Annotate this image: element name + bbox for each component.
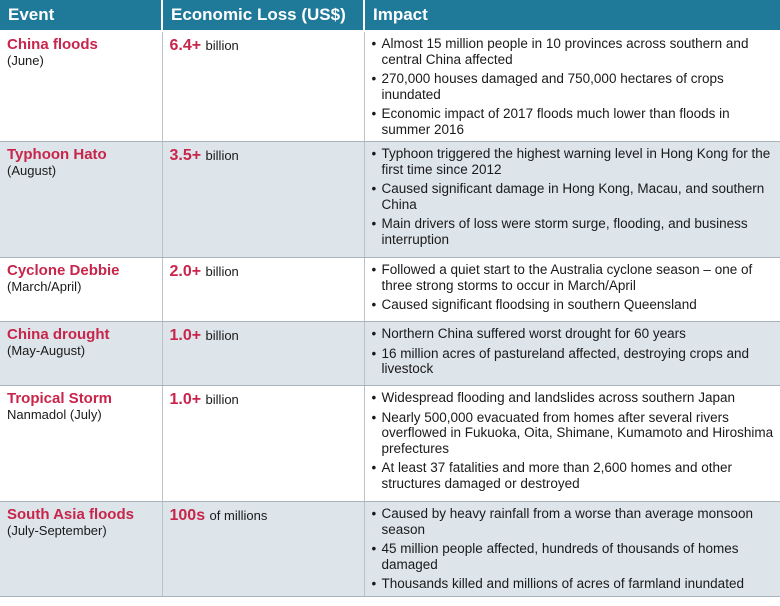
impact-item: • Nearly 500,000 evacuated from homes after several rivers overflowed in Fukuoka, Oita, Shimane, Kumamoto and Hiroshima prefectures — [372, 410, 777, 457]
event-date: (August) — [7, 163, 57, 178]
event-name: South Asia floods — [7, 506, 134, 523]
impact-cell — [364, 386, 780, 502]
loss-cell — [162, 258, 364, 322]
header-row — [0, 0, 780, 31]
event-name: Cyclone Debbie — [7, 262, 120, 279]
impact-item: • Caused by heavy rainfall from a worse than average monsoon season — [372, 506, 777, 537]
table-row — [0, 142, 780, 258]
header-impact: Impact — [364, 0, 780, 31]
table-row — [0, 322, 780, 386]
event-date: Nanmadol (July) — [7, 407, 102, 422]
loss-unit: billion — [205, 38, 239, 53]
impact-list — [372, 506, 777, 592]
impact-item: • At least 37 fatalities and more than 2,600 homes and other structures damaged or destroyed — [372, 460, 777, 491]
loss-cell — [162, 142, 364, 258]
loss-unit: billion — [205, 148, 239, 163]
loss-amount: 6.4+ — [169, 37, 202, 54]
table-row — [0, 258, 780, 322]
impact-list — [372, 146, 777, 247]
impact-item: • Thousands killed and millions of acres of farmland inundated — [372, 576, 777, 592]
impact-item: • Typhoon triggered the highest warning level in Hong Kong for the first time since 2012 — [372, 146, 777, 177]
impact-list — [372, 390, 777, 491]
event-name: China drought — [7, 326, 110, 343]
loss-unit: billion — [205, 264, 239, 279]
table-row — [0, 31, 780, 142]
impact-item: • 45 million people affected, hundreds of thousands of homes damaged — [372, 541, 777, 572]
loss-cell — [162, 322, 364, 386]
event-date: (March/April) — [7, 279, 82, 294]
impact-cell — [364, 322, 780, 386]
loss-unit: billion — [205, 392, 239, 407]
header-event: Event — [0, 0, 162, 31]
impact-list — [372, 262, 777, 313]
loss-unit: of millions — [209, 508, 268, 523]
impact-item: • Followed a quiet start to the Australia cyclone season – one of three strong storms to occur in March/April — [372, 262, 777, 293]
impact-item: • Economic impact of 2017 floods much lower than floods in summer 2016 — [372, 106, 777, 137]
impact-cell — [364, 142, 780, 258]
impact-item: • Almost 15 million people in 10 provinces across southern and central China affected — [372, 36, 777, 67]
loss-unit: billion — [205, 328, 239, 343]
event-cell — [0, 502, 162, 597]
impact-item: • Caused significant floodsing in southern Queensland — [372, 297, 777, 313]
loss-amount: 1.0+ — [169, 391, 202, 408]
impact-item: • 16 million acres of pastureland affected, destroying crops and livestock — [372, 346, 777, 377]
impact-item: • Northern China suffered worst drought for 60 years — [372, 326, 777, 342]
event-cell — [0, 322, 162, 386]
event-cell — [0, 142, 162, 258]
impact-cell — [364, 502, 780, 597]
loss-cell — [162, 386, 364, 502]
event-cell — [0, 386, 162, 502]
header-economic-loss: Economic Loss (US$) — [162, 0, 364, 31]
event-cell — [0, 258, 162, 322]
loss-cell — [162, 31, 364, 142]
event-name: China floods — [7, 36, 98, 53]
event-cell — [0, 31, 162, 142]
loss-amount: 1.0+ — [169, 327, 202, 344]
event-date: (July-September) — [7, 523, 107, 538]
impact-cell — [364, 31, 780, 142]
event-date: (June) — [7, 53, 44, 68]
impact-list — [372, 326, 777, 377]
loss-amount: 2.0+ — [169, 263, 202, 280]
loss-amount: 3.5+ — [169, 147, 202, 164]
loss-amount: 100s — [169, 507, 206, 524]
impact-list — [372, 36, 777, 137]
impact-cell — [364, 258, 780, 322]
event-name: Tropical Storm — [7, 390, 113, 407]
event-name: Typhoon Hato — [7, 146, 107, 163]
impact-item: • Main drivers of loss were storm surge, flooding, and business interruption — [372, 216, 777, 247]
table-row — [0, 386, 780, 502]
impact-item: • 270,000 houses damaged and 750,000 hectares of crops inundated — [372, 71, 777, 102]
impact-item: • Widespread flooding and landslides across southern Japan — [372, 390, 777, 406]
event-date: (May-August) — [7, 343, 86, 358]
table-row — [0, 502, 780, 597]
impact-item: • Caused significant damage in Hong Kong, Macau, and southern China — [372, 181, 777, 212]
loss-cell — [162, 502, 364, 597]
